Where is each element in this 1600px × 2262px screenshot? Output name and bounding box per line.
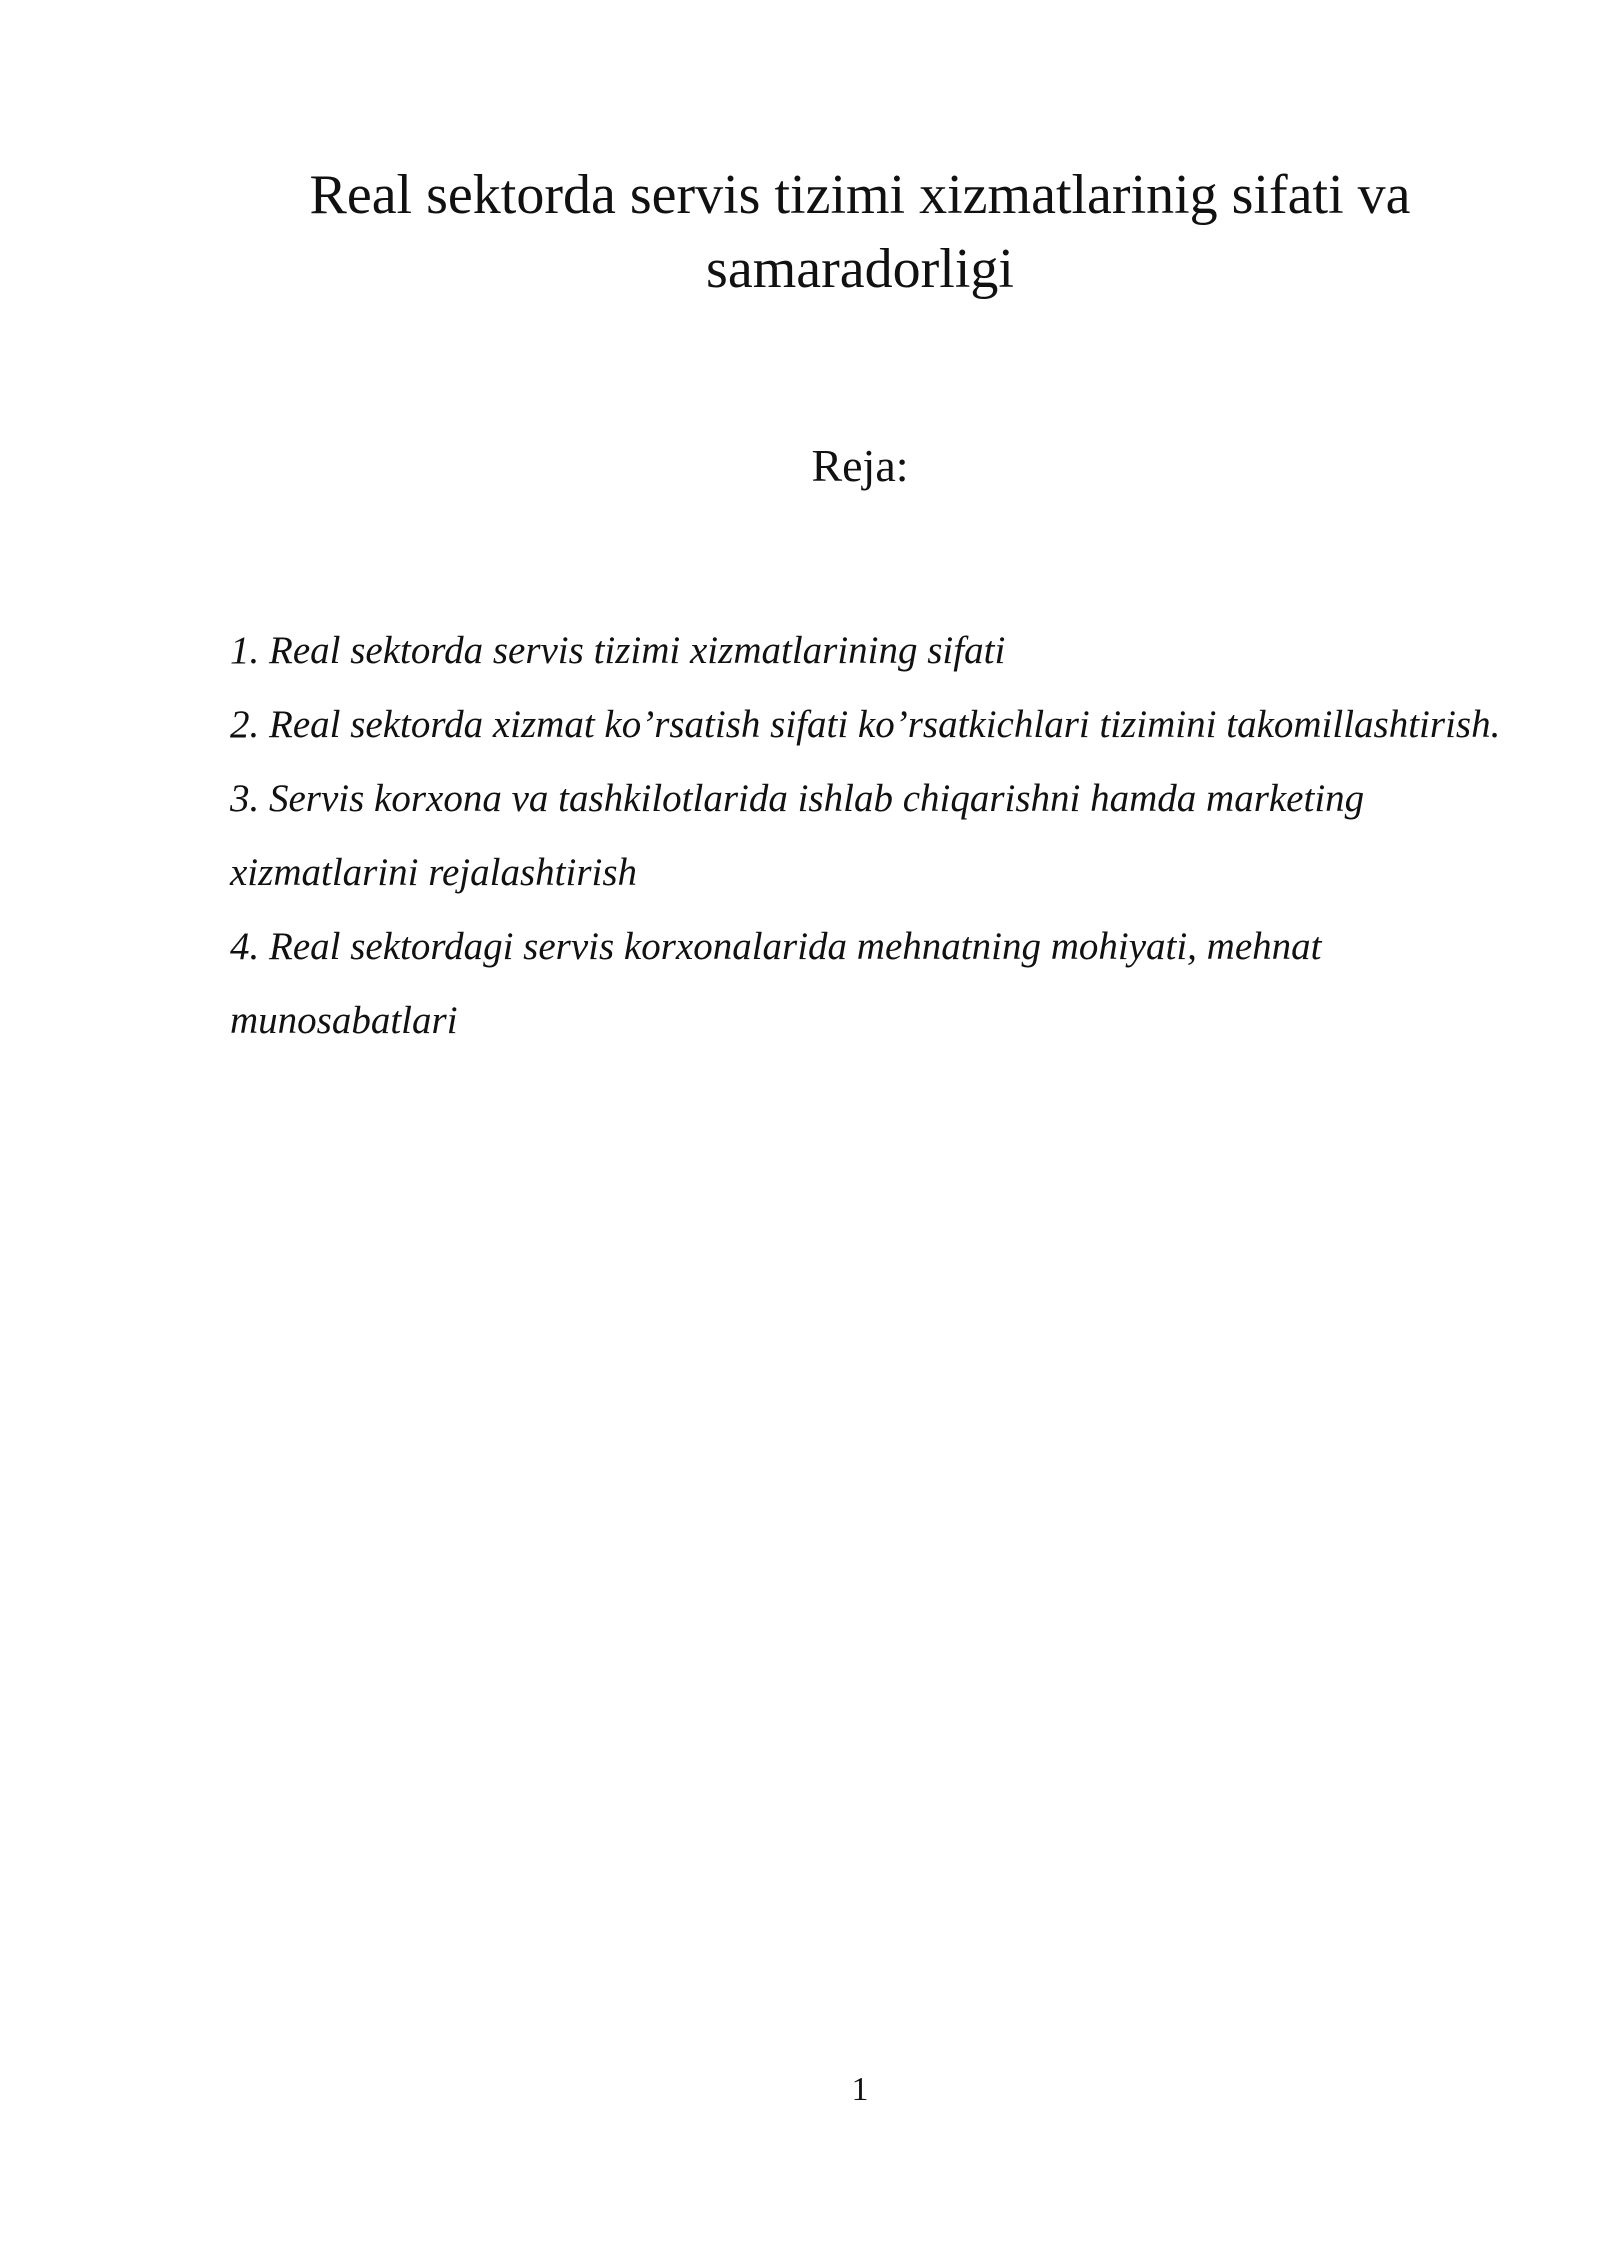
plan-item-4: 4. Real sektordagi servis korxonalarida mehnatning mohiyati, mehnat munosabatlari: [230, 925, 1322, 1042]
page-number: 1: [851, 2071, 869, 2108]
plan-list: [230, 614, 1530, 1058]
plan-item-3: 3. Servis korxona va tashkilotlarida ishlab chiqarishni hamda marketing xizmatlarini rejalashtirish: [230, 777, 1365, 894]
plan-item-1: 1. Real sektorda servis tizimi xizmatlarining sifati: [230, 629, 1006, 672]
document-title: Real sektorda servis tizimi xizmatlarinig sifati va samaradorligi: [309, 164, 1411, 300]
plan-heading: Reja:: [811, 440, 909, 491]
plan-item-2: 2. Real sektorda xizmat ko’rsatish sifati ko’rsatkichlari tizimini takomillashtirish.: [230, 703, 1501, 746]
